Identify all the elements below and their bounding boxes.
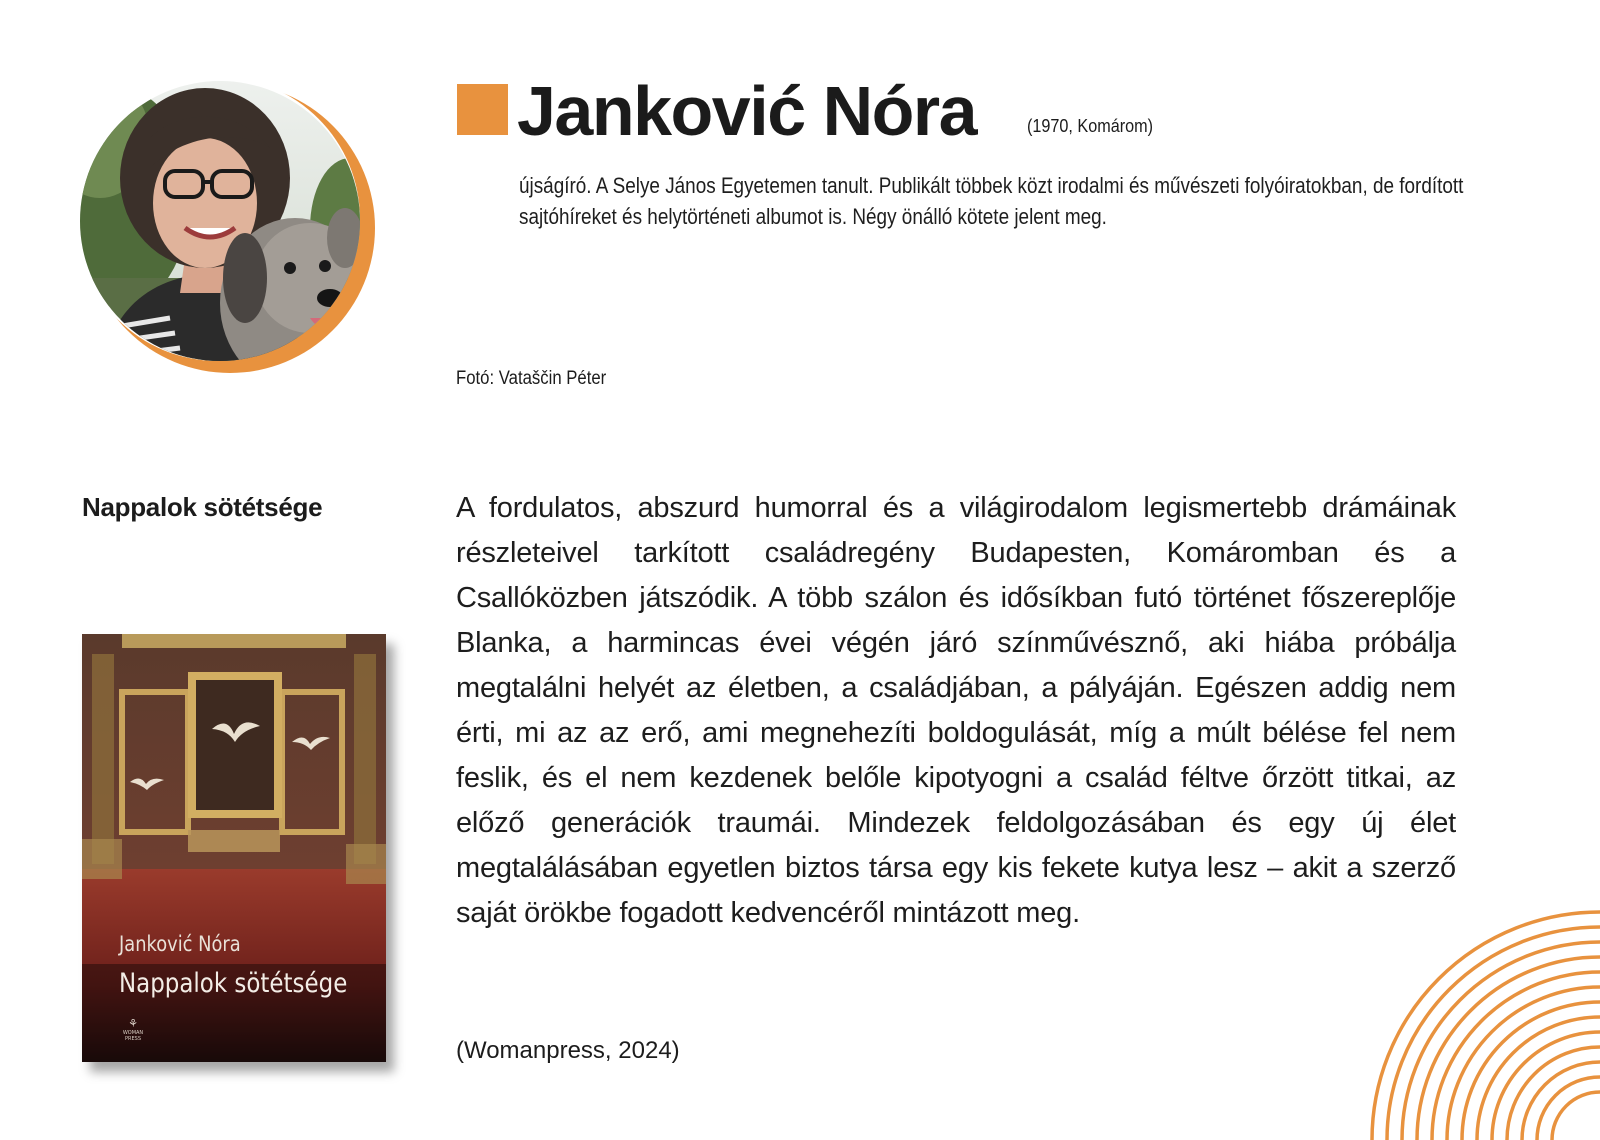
photo-credit: Fotó: Vataščin Péter	[456, 368, 607, 389]
author-name: Janković Nóra	[517, 72, 977, 150]
cover-logo-text: WOMAN PRESS	[122, 1030, 144, 1042]
author-portrait	[80, 78, 380, 378]
concentric-arcs-graphic	[1330, 880, 1600, 1140]
decorative-arc	[1462, 1002, 1600, 1140]
book-cover	[82, 634, 386, 1062]
cover-publisher-logo	[118, 1018, 148, 1042]
accent-square	[457, 84, 508, 135]
decorative-arc	[1537, 1077, 1600, 1140]
publisher-info: (Womanpress, 2024)	[456, 1037, 680, 1064]
decorative-arc	[1417, 957, 1600, 1140]
book-title: Nappalok sötétsége	[82, 492, 323, 522]
author-photo	[80, 78, 380, 378]
author-birth-info: (1970, Komárom)	[1027, 116, 1154, 136]
decorative-arcs	[1330, 880, 1600, 1140]
decorative-arc	[1552, 1092, 1600, 1140]
book-logo-icon: ⚘	[128, 1017, 138, 1030]
cover-title: Nappalok sötétsége	[119, 968, 348, 999]
decorative-arc	[1432, 972, 1600, 1140]
author-bio: újságíró. A Selye János Egyetemen tanult. Publikált többek közt irodalmi és művészeti folyóiratokban, de fordított sajtóhíreket és helytörténeti albumot is. Négy önálló kötete jelent meg.	[519, 173, 1464, 229]
book-description: A fordulatos, abszurd humorral és a világirodalom legismertebb drámáinak részleteivel tarkított családregény Budapesten, Komáromban és a Csallóközben játszódik. A több szálon és idősíkban futó történet főszereplője Blanka, a harmincas évei végén járó színművésznő, aki hiába próbálja megtalálni helyét az életben, a családjában, a pályáján. Egészen addig nem érti, mi az az erő, ami megnehezíti boldogulását, míg a múlt bélése fel nem feslik, és el nem kezdenek belőle kipotyogni a család féltve őrzött titkai, az előző generációk traumái. Mindezek feldolgozásában és egy új élet megtalálásában egyetlen biztos társa egy kis fekete kutya lesz – akit a szerző saját örökbe fogadott kedvencéről mintázott meg.	[456, 492, 1456, 929]
cover-author: Janković Nóra	[119, 932, 241, 956]
decorative-arc	[1402, 942, 1600, 1140]
